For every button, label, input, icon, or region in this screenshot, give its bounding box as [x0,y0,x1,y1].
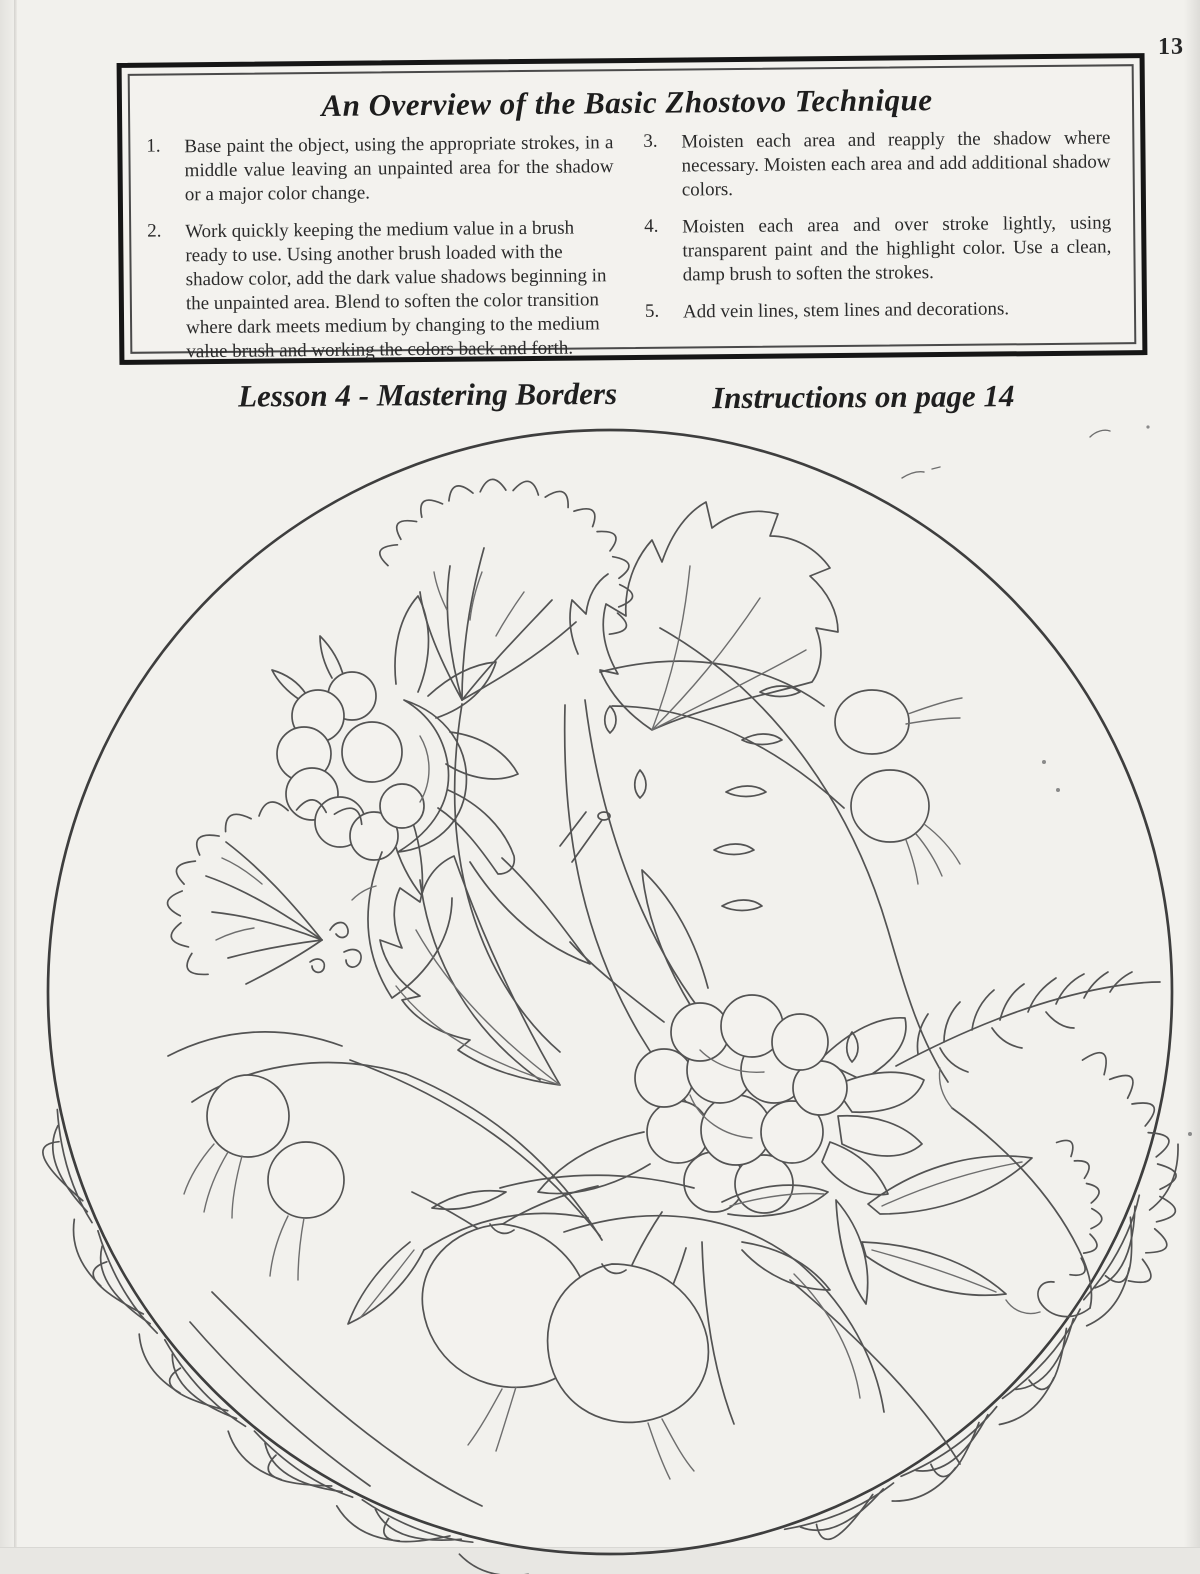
thistle-flower [420,548,576,700]
lesson-title: Lesson 4 - Mastering Borders [238,375,618,414]
right-leaves [862,1156,1032,1295]
page-number: 13 [1158,34,1184,60]
daffodil-flower [272,596,646,998]
maple-leaf-top [570,502,838,730]
lesson-instructions-ref: Instructions on page 14 [712,378,1015,416]
item-text: Moisten each area and over stroke lightly, using transparent paint and the highlight color. Use a clean, damp brush to soften the strokes. [682,212,1112,286]
item-text: Work quickly keeping the medium value in a brush ready to use. Using another brush loaded with the shadow color, add the dark value shadows beginning in the unpainted area. Blend to soften the color transition where dark meets medium by changing to the medium value brush and working the colors back and forth. [185,217,607,362]
item-number: 1. [146,135,161,157]
feather-fan-left [206,842,376,984]
berries-upper-right [714,686,962,911]
item-number: 5. [644,300,660,322]
item-number: 2. [147,220,162,242]
item-text: Add vein lines, stem lines and decorations. [682,298,1010,323]
item-text: Moisten each area and reapply the shadow where necessary. Moisten each area and add additional shadow colors. [681,127,1111,201]
fern-frond [896,972,1160,1072]
item-text: Base paint the object, using the appropriate strokes, in a middle value leaving an unpainted area for the shadow or a major color change. [184,132,614,206]
box-title: An Overview of the Basic Zhostovo Technique [321,82,933,123]
fruit-cluster [348,1175,884,1479]
item-number: 4. [644,215,659,237]
item-number: 3. [643,130,658,152]
